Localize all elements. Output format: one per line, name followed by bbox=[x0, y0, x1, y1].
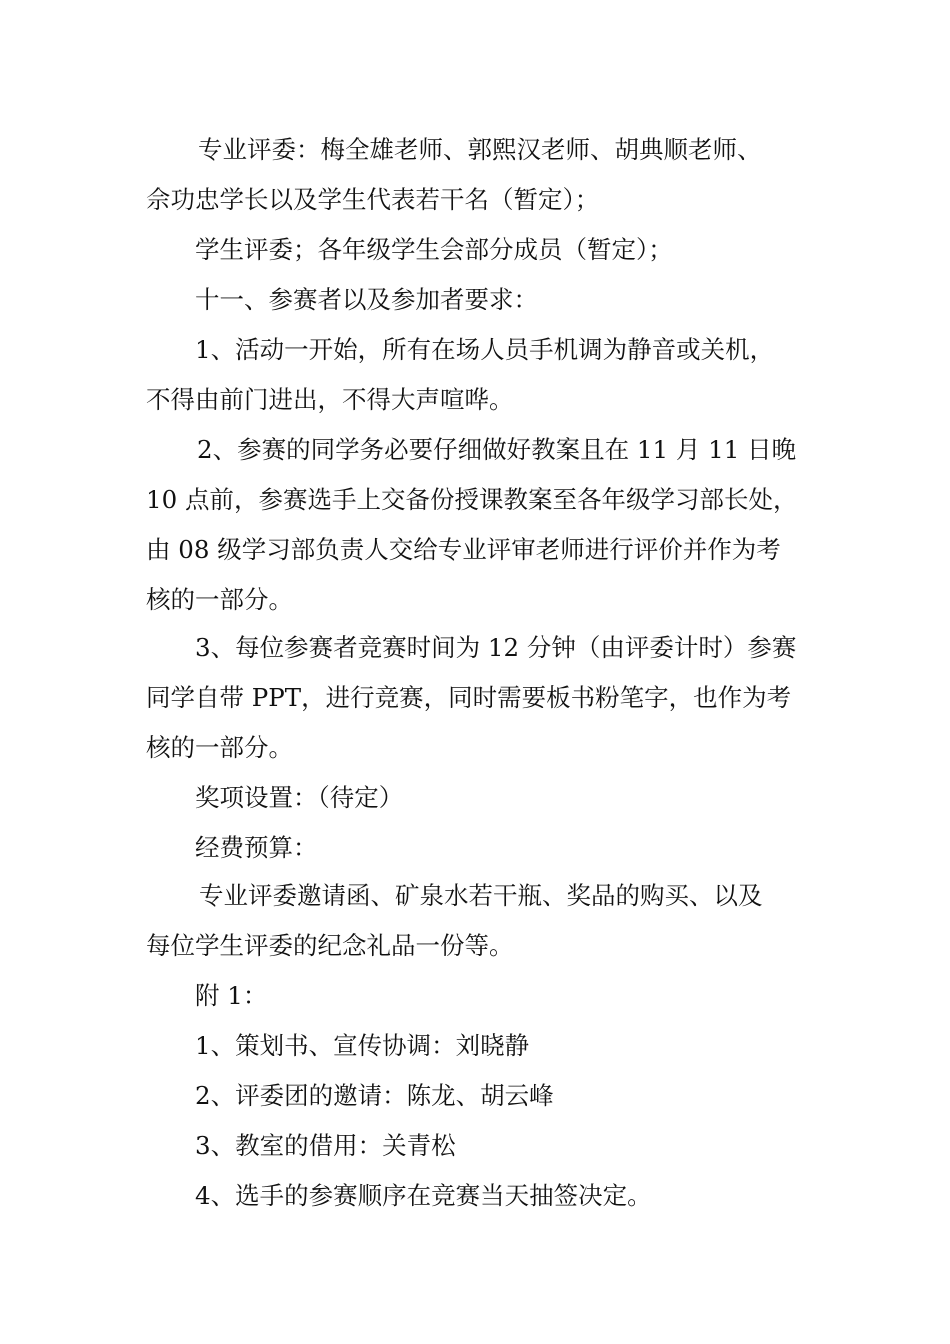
section-heading: 十一、参赛者以及参加者要求： bbox=[195, 285, 538, 314]
text-line: 专业评委：梅全雄老师、郭熙汉老师、胡典顺老师、 bbox=[198, 135, 762, 164]
text-line: 不得由前门进出，不得大声喧哗。 bbox=[146, 385, 514, 414]
text-line: 学生评委；各年级学生会部分成员（暂定）； bbox=[195, 235, 673, 264]
appendix-heading: 附 1： bbox=[195, 981, 268, 1010]
text-line: 3、教室的借用：关青松 bbox=[195, 1131, 456, 1160]
text-line: 2、参赛的同学务必要仔细做好教案且在 11 月 11 日晚 bbox=[197, 435, 797, 464]
text-line: 核的一部分。 bbox=[146, 733, 293, 762]
text-line: 4、选手的参赛顺序在竞赛当天抽签决定。 bbox=[195, 1181, 652, 1210]
text-line: 经费预算： bbox=[195, 833, 318, 862]
text-line: 由 08 级学习部负责人交给专业评审老师进行评价并作为考 bbox=[146, 535, 781, 564]
text-line: 2、评委团的邀请：陈龙、胡云峰 bbox=[195, 1081, 554, 1110]
text-line: 1、活动一开始，所有在场人员手机调为静音或关机， bbox=[195, 335, 775, 364]
text-line: 核的一部分。 bbox=[146, 585, 293, 614]
text-line: 佘功忠学长以及学生代表若干名（暂定）； bbox=[146, 185, 600, 214]
text-line: 每位学生评委的纪念礼品一份等。 bbox=[146, 931, 514, 960]
text-line: 专业评委邀请函、矿泉水若干瓶、奖品的购买、以及 bbox=[199, 881, 763, 910]
text-line: 1、策划书、宣传协调：刘晓静 bbox=[195, 1031, 530, 1060]
text-line: 3、每位参赛者竞赛时间为 12 分钟（由评委计时）参赛 bbox=[195, 633, 797, 662]
text-line: 同学自带 PPT，进行竞赛，同时需要板书粉笔字，也作为考 bbox=[146, 683, 792, 712]
text-line: 奖项设置：（待定） bbox=[195, 783, 404, 812]
text-line: 10 点前，参赛选手上交备份授课教案至各年级学习部长处， bbox=[146, 485, 798, 514]
